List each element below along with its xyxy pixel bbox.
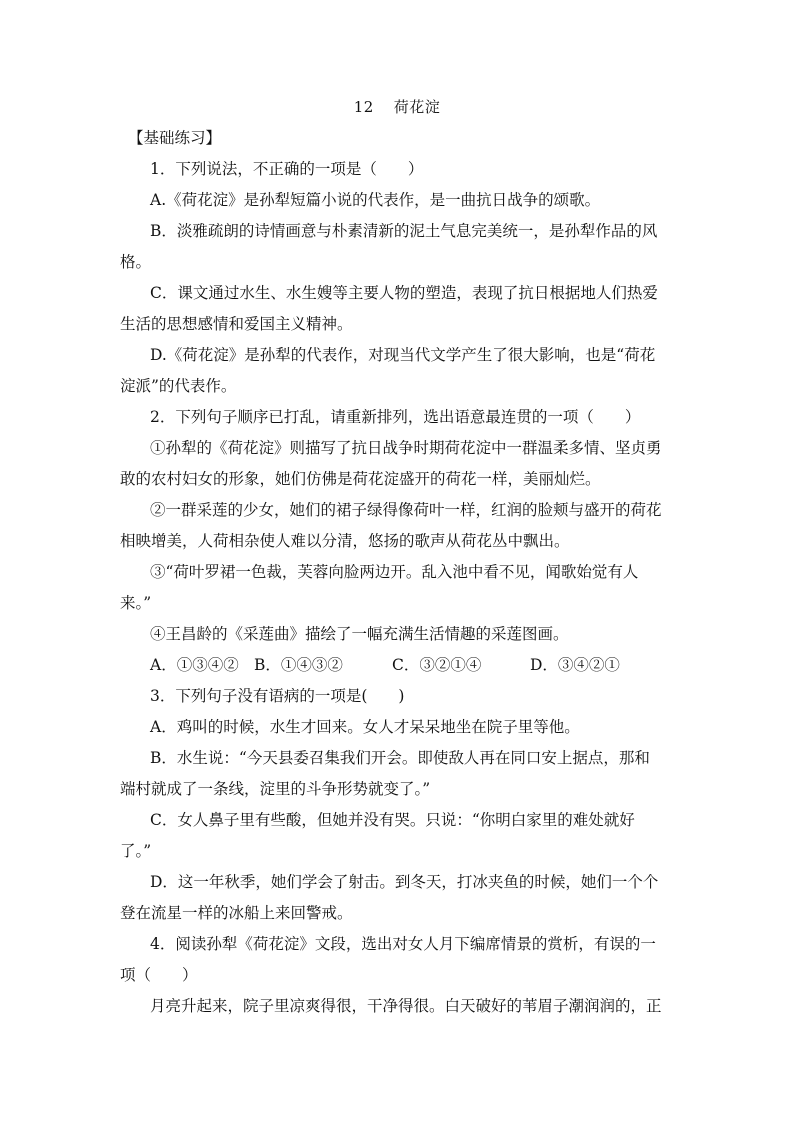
q2-option-a: A．①③④②: [150, 656, 239, 674]
q3-option-d-cont: 登在流星一样的冰船上来回警戒。: [120, 904, 353, 922]
q1-option-c: C．课文通过水生、水生嫂等主要人物的塑造，表现了抗日根据地人们热爱: [150, 284, 658, 302]
q3-option-b-cont: 端村就成了一条线，淀里的斗争形势就变了。”: [120, 780, 431, 798]
question-3-stem: 3．下列句子没有语病的一项是( ): [150, 687, 405, 705]
q2-options-row: [120, 650, 680, 681]
q3-option-c-cont: 了。”: [120, 842, 152, 860]
page-title: [0, 96, 794, 117]
q2-sentence-2-cont: 相映增美，人荷相杂使人难以分清，悠扬的歌声从荷花丛中飘出。: [120, 532, 570, 550]
question-4-stem: 4．阅读孙犁《荷花淀》文段，选出对女人月下编席情景的赏析，有误的一: [150, 935, 656, 953]
q2-sentence-3: ③“荷叶罗裙一色裁，芙蓉向脸两边开。乱入池中看不见，闻歌始觉有人: [150, 563, 639, 581]
q3-option-a: A．鸡叫的时候，水生才回来。女人才呆呆地坐在院子里等他。: [150, 718, 580, 736]
q1-option-a: A.《荷花淀》是孙犁短篇小说的代表作，是一曲抗日战争的颂歌。: [150, 191, 601, 209]
q3-option-d: D．这一年秋季，她们学会了射击。到冬天，打冰夹鱼的时候，她们一个个: [150, 873, 659, 891]
document-body: [120, 123, 680, 1022]
q3-option-b: B．水生说：“今天县委召集我们开会。即使敌人再在同口安上据点，那和: [150, 749, 650, 767]
q1-option-d: D.《荷花淀》是孙犁的代表作，对现当代文学产生了很大影响，也是“荷花: [150, 346, 656, 364]
question-1-stem: 1．下列说法，不正确的一项是（ ）: [150, 160, 424, 178]
q2-option-d: D．③④②①: [530, 656, 620, 674]
q1-option-d-cont: 淀派”的代表作。: [120, 377, 237, 395]
q4-passage-line: 月亮升起来，院子里凉爽得很，干净得很。白天破好的苇眉子潮润润的，正: [150, 997, 662, 1015]
q1-option-c-cont: 生活的思想感情和爱国主义精神。: [120, 315, 353, 333]
question-2-stem: 2．下列句子顺序已打乱，请重新排列，选出语意最连贯的一项（ ）: [150, 408, 641, 426]
q2-sentence-1: ①孙犁的《荷花淀》则描写了抗日战争时期荷花淀中一群温柔多情、坚贞勇: [150, 439, 662, 457]
title-number: 12: [353, 98, 374, 116]
q2-sentence-1-cont: 敢的农村妇女的形象，她们仿佛是荷花淀盛开的荷花一样，美丽灿烂。: [120, 470, 601, 488]
question-4-stem-cont: 项（ ）: [120, 966, 198, 984]
q1-option-b-cont: 格。: [120, 253, 152, 271]
q2-sentence-2: ②一群采莲的少女，她们的裙子绿得像荷叶一样，红润的脸颊与盛开的荷花: [150, 501, 662, 519]
q2-option-c: C．③②①④: [392, 656, 482, 674]
title-text: 荷花淀: [393, 98, 441, 116]
q2-sentence-4: ④王昌龄的《采莲曲》描绘了一幅充满生活情趣的采莲图画。: [150, 625, 569, 643]
section-heading: 【基础练习】: [128, 129, 222, 147]
q2-sentence-3-cont: 来。”: [120, 594, 152, 612]
q2-option-b: B．①④③②: [254, 656, 343, 674]
q1-option-b: B．淡雅疏朗的诗情画意与朴素清新的泥土气息完美统一，是孙犁作品的风: [150, 222, 658, 240]
q3-option-c: C．女人鼻子里有些酸，但她并没有哭。只说：“你明白家里的难处就好: [150, 811, 635, 829]
